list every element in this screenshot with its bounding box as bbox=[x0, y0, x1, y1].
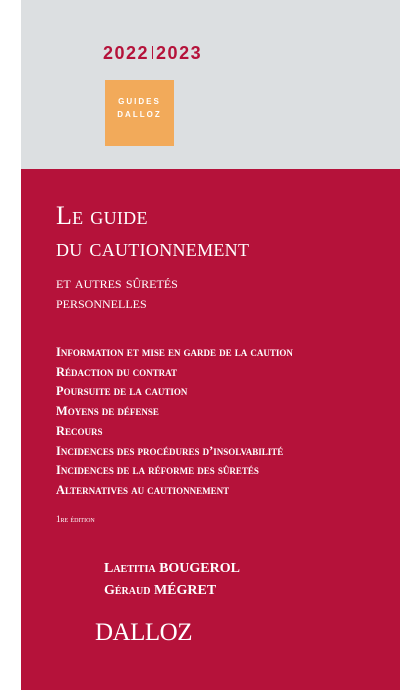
topic-item: Rédaction du contrat bbox=[56, 364, 177, 379]
cover-header-band bbox=[21, 0, 400, 169]
book-title-line1: Le guide bbox=[56, 201, 148, 230]
book-subtitle bbox=[56, 273, 386, 313]
book-subtitle-line1: et autres sûretés bbox=[56, 273, 178, 292]
topic-item: Poursuite de la caution bbox=[56, 384, 188, 399]
edition-label: 1re édition bbox=[56, 514, 95, 524]
year-start: 2022 bbox=[103, 43, 150, 63]
book-title bbox=[56, 200, 396, 264]
year-separator bbox=[152, 46, 153, 59]
edition-years bbox=[103, 43, 202, 64]
topic-item: Moyens de défense bbox=[56, 404, 159, 419]
publisher-logo: DALLOZ bbox=[95, 619, 192, 646]
topic-item: Recours bbox=[56, 423, 103, 438]
book-title-line2: du cautionnement bbox=[56, 233, 250, 262]
year-end: 2023 bbox=[156, 43, 203, 63]
topic-item: Incidences de la réforme des sûretés bbox=[56, 463, 259, 478]
series-logo-line2: DALLOZ bbox=[117, 110, 162, 119]
book-subtitle-line2: personnelles bbox=[56, 293, 147, 312]
topics-list bbox=[56, 343, 400, 501]
topic-item: Information et mise en garde de la caution bbox=[56, 345, 293, 359]
topic-item: Incidences des procédures d’insolvabilité bbox=[56, 443, 284, 458]
author-name: Laetitia BOUGEROL bbox=[104, 561, 240, 576]
book-cover bbox=[21, 0, 400, 690]
topic-item: Alternatives au cautionnement bbox=[56, 482, 230, 497]
author-name: Géraud MÉGRET bbox=[104, 583, 217, 598]
series-logo bbox=[105, 80, 174, 146]
series-logo-line1: GUIDES bbox=[118, 97, 161, 106]
